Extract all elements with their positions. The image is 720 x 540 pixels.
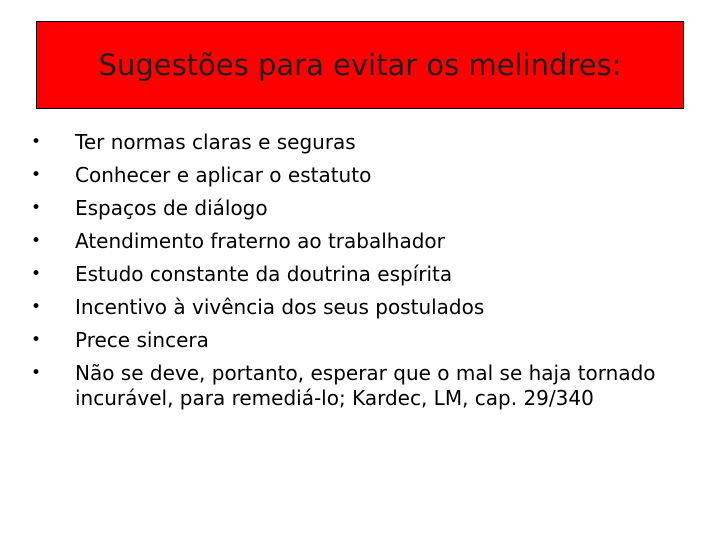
bullet-icon: • — [30, 330, 42, 350]
list-item-text: Ter normas claras e seguras — [75, 130, 356, 154]
bullet-icon: • — [30, 198, 42, 218]
bullet-icon: • — [30, 132, 42, 152]
list-item — [28, 229, 698, 254]
bullet-icon: • — [30, 297, 42, 317]
bullet-list — [28, 130, 698, 410]
list-item-text: Atendimento fraterno ao trabalhador — [75, 229, 445, 253]
list-item — [28, 196, 698, 221]
bullet-icon: • — [30, 165, 42, 185]
list-item-text: Estudo constante da doutrina espírita — [75, 262, 453, 286]
list-item — [28, 295, 698, 320]
slide-title-box — [36, 21, 684, 109]
list-item-text: Prece sincera — [75, 328, 209, 352]
list-item — [28, 163, 698, 188]
list-item — [28, 328, 698, 353]
list-item-text: Incentivo à vivência dos seus postulados — [75, 295, 485, 319]
list-item-text: Não se deve, portanto, esperar que o mal se haja tornado incurável, para remediá-lo; Kardec, LM, cap. 29/340 — [75, 361, 656, 410]
bullet-icon: • — [30, 231, 42, 251]
list-item — [28, 130, 698, 155]
slide-title: Sugestões para evitar os melindres: — [98, 48, 622, 82]
list-item-text: Espaços de diálogo — [75, 196, 268, 220]
list-item — [28, 262, 698, 287]
list-item-text: Conhecer e aplicar o estatuto — [75, 163, 372, 187]
bullet-icon: • — [30, 363, 42, 383]
bullet-icon: • — [30, 264, 42, 284]
list-item — [28, 361, 698, 410]
